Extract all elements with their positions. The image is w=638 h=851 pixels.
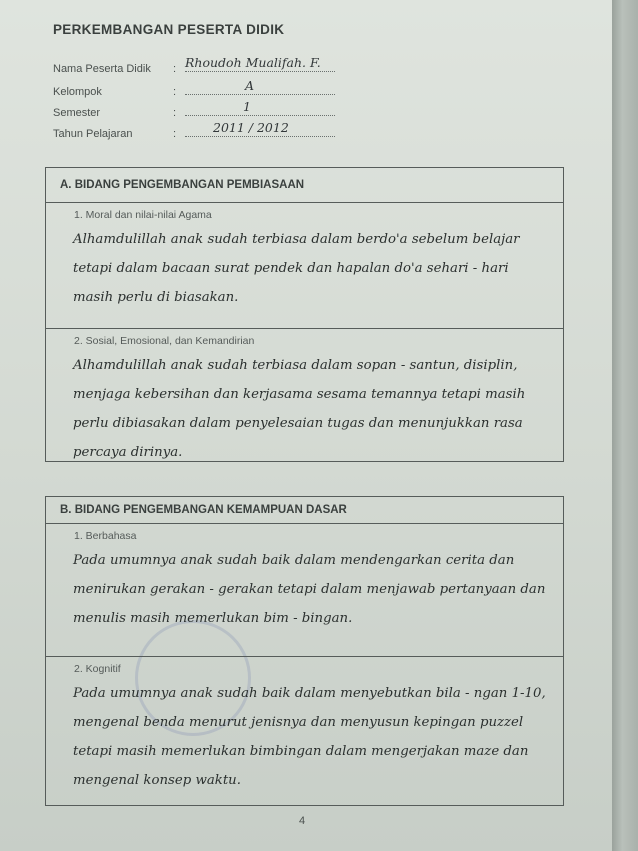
section-a-item-social — [46, 329, 563, 461]
item-label: 2. Sosial, Emosional, dan Kemandirian — [74, 335, 255, 347]
info-label: Kelompok — [53, 86, 102, 98]
page-title: PERKEMBANGAN PESERTA DIDIK — [53, 22, 285, 37]
section-a-item-moral — [46, 203, 563, 329]
item-label: 2. Kognitif — [74, 663, 121, 675]
info-value: Rhoudoh Mualifah. F. — [185, 55, 321, 70]
item-handwritten-text: Alhamdulillah anak sudah terbiasa dalam berdo'a sebelum belajar tetapi dalam bacaan surat pendek dan hapalan do'a sehari - hari masih perlu di biasakan. — [73, 232, 520, 305]
item-handwritten-text: Pada umumnya anak sudah baik dalam mendengarkan cerita dan menirukan gerakan - gerakan tetapi dalam menjawab pertanyaan dan menulis masih memerlukan bim - bingan. — [73, 553, 546, 626]
section-b-heading: B. BIDANG PENGEMBANGAN KEMAMPUAN DASAR — [46, 497, 563, 524]
item-label: 1. Moral dan nilai-nilai Agama — [74, 209, 212, 221]
info-value: A — [245, 78, 255, 93]
book-page-edge — [612, 0, 638, 851]
info-label: Nama Peserta Didik — [53, 63, 151, 75]
info-label: Tahun Pelajaran — [53, 128, 133, 140]
info-label: Semester — [53, 107, 101, 119]
item-handwritten-text: Pada umumnya anak sudah baik dalam menyebutkan bila - ngan 1-10, mengenal benda menurut jenisnya dan menyusun kepingan puzzel tetapi masih memerlukan bimbingan dalam mengerjakan maze dan mengenal konsep waktu. — [73, 686, 546, 788]
info-row-group: Kelompok : A — [53, 80, 335, 98]
info-row-name: Nama Peserta Didik : Rhoudoh Mualifah. F. — [53, 57, 335, 75]
item-handwritten-text: Alhamdulillah anak sudah terbiasa dalam sopan - santun, disiplin, menjaga kebersihan dan kerjasama sesama temannya tetapi masih perlu dibiasakan dalam penyelesaian tugas dan menunjukkan rasa percaya dirinya. — [73, 358, 526, 460]
info-value: 2011 / 2012 — [213, 120, 289, 135]
section-b-item-language — [46, 524, 563, 657]
item-label: 1. Berbahasa — [74, 530, 137, 542]
section-b-item-cognitive — [46, 657, 563, 805]
info-value: 1 — [243, 99, 251, 114]
section-b-box — [45, 496, 564, 806]
page-number: 4 — [299, 815, 306, 827]
info-row-semester: Semester : 1 — [53, 101, 335, 119]
section-a-box — [45, 167, 564, 462]
section-a-heading: A. BIDANG PENGEMBANGAN PEMBIASAAN — [46, 168, 563, 203]
info-row-year: Tahun Pelajaran : 2011 / 2012 — [53, 122, 335, 140]
